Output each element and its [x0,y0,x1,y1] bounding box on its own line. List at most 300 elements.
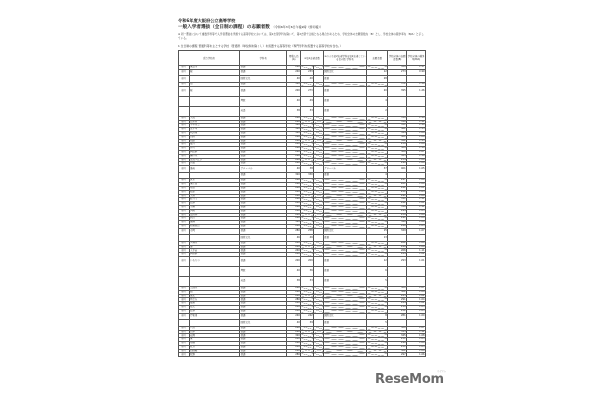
dept-cell: 普通 [240,86,287,96]
second-choice-dept-cell: 普通 [323,235,367,242]
gap-cell [314,86,323,96]
capacity-cell: 320 [287,131,301,135]
dept-cell: 普通 [240,190,287,194]
school-name-cell: 北千里 [189,128,240,132]
school-name-cell [189,277,240,287]
dept-cell: 普通 [240,313,287,320]
capacity-cell: 240 [287,69,301,76]
table-row [179,166,426,173]
school-name-cell [189,267,240,277]
dept-cell: 普通 [240,228,287,235]
second-choice-dept-cell: 普通 [323,320,367,327]
pref-cell: 府立 [179,209,190,213]
school-name-cell: 東淀川 [189,66,240,70]
total-applicants-cell [388,106,407,116]
capacity-cell: 46 [287,235,301,242]
gap-cell [314,96,323,106]
total-applicants-cell: 244 [388,302,407,306]
first-choice-cell: 33 [301,277,314,287]
document-note: ※ 同一選抜において複数学科等で入学者選抜を実施する高等学校においては、第1志望学科を除いて、第2志望で合格となる場合があるため、学校全体の志願者数を（B）とし、学校全体の競争率を（B/A）と示している。 [178,33,424,40]
dept-cell: 理数 [240,96,287,106]
school-name-cell: 岸和田 [189,313,240,320]
ratio-cell [407,76,426,83]
capacity-cell: 280 [287,179,301,183]
school-name-cell: 松原 [189,190,240,194]
total-applicants-cell: 251 [388,190,407,194]
second-choice-count-cell: 20 [367,86,388,96]
ratio-cell [407,96,426,106]
ratio-cell: 1.05 [407,309,426,313]
table-header-row [179,51,426,66]
table-row [179,257,426,267]
ratio-cell: 1.05 [407,306,426,310]
second-choice-count-cell: 5 [367,277,388,287]
school-name-cell [189,76,240,83]
school-name-cell: 泉北 [189,294,240,298]
capacity-cell: 320 [287,172,301,179]
document-title-sub: （令和6年3月6日午後2時（締切後）） [271,25,324,29]
school-name-cell: 登美丘 [189,298,240,302]
pref-cell: 府立 [179,298,190,302]
school-name-cell: 鳳 [189,290,240,294]
pref-cell: 府立 [179,205,190,209]
pref-cell: 府立 [179,334,190,338]
ratio-cell: 1.07 [407,287,426,291]
document-title-main: 一般入学者選抜（全日制の課程）の志願者数 [178,25,270,30]
table-row [179,106,426,116]
second-choice-count-cell: 15 [367,228,388,235]
ratio-cell: 1.05 [407,338,426,342]
pref-cell: 府立 [179,326,190,330]
total-applicants-cell: 302 [388,349,407,353]
dept-cell: 普通 [240,186,287,190]
pref-cell [179,96,190,106]
pref-cell [179,277,190,287]
pref-cell: 府立 [179,349,190,353]
dept-cell: 普通 [240,353,287,357]
capacity-cell: 240 [287,186,301,190]
second-choice-count-cell: 4 [367,172,388,179]
total-applicants-cell: 311 [388,198,407,202]
school-name-cell [189,320,240,327]
dept-cell: 普通 [240,69,287,76]
first-choice-cell: 38 [301,166,314,173]
second-choice-count-cell: 4 [367,96,388,106]
capacity-cell: 38 [287,106,301,116]
school-name-cell: 藤井寺 [189,198,240,202]
total-applicants-cell: 281 [388,313,407,320]
total-applicants-cell: 266 [388,249,407,253]
ratio-cell: 1.16 [407,154,426,158]
second-choice-count-cell: 13 [367,235,388,242]
school-name-cell: 四條畷 [189,349,240,353]
total-applicants-cell: 372 [388,82,407,86]
ratio-cell: 1.05 [407,209,426,213]
ratio-cell: 1.11 [407,205,426,209]
total-applicants-cell: 291 [388,217,407,221]
header-total-applicants: 学校全体の志願者数(B) [388,51,407,66]
table-body [179,66,426,357]
dept-cell: 普通 [240,131,287,135]
total-applicants-cell: 210 [388,306,407,310]
capacity-cell: 280 [287,353,301,357]
pref-cell: 府立 [179,221,190,225]
total-applicants-cell: 246 [388,224,407,228]
ratio-cell: 1.07 [407,150,426,154]
school-name-cell: 茨木西 [189,120,240,124]
ratio-cell: 1.09 [407,241,426,245]
school-name-cell: 花園 [189,334,240,338]
total-applicants-cell: 251 [388,345,407,349]
gap-cell [314,166,323,173]
capacity-cell: 320 [287,128,301,132]
applicants-table [178,50,426,357]
school-name-cell: 河南 [189,209,240,213]
ratio-cell: 1.05 [407,166,426,173]
logo-text: ReseMom [375,372,444,387]
total-applicants-cell: 300 [388,326,407,330]
dept-cell: 普通 [240,302,287,306]
total-applicants-cell: 301 [388,135,407,139]
dept-cell: 普通 [240,194,287,198]
second-choice-dept-cell: 普通 [323,267,367,277]
ratio-cell: 1.04 [407,194,426,198]
school-name-cell: 東 [189,338,240,342]
dept-cell: 普通 [240,338,287,342]
school-name-cell: 桜 [189,69,240,76]
pref-cell: 府立 [179,253,190,257]
total-applicants-cell: 252 [388,309,407,313]
ratio-cell: 1.17 [407,66,426,70]
dept-cell: 普通 [240,294,287,298]
gap-cell [314,267,323,277]
table-row [179,267,426,277]
header-second-choice-count: 志願者数 [367,51,388,66]
school-name-cell: 槻の木 [189,154,240,158]
pref-cell: 府立 [179,166,190,173]
ratio-cell: 1.04 [407,298,426,302]
ratio-cell: 1.01 [407,257,426,267]
capacity-cell: 320 [287,124,301,128]
first-choice-cell: 233 [301,69,314,76]
capacity-cell: 240 [287,245,301,249]
dept-cell: 英語 [240,106,287,116]
ratio-cell: 1.02 [407,253,426,257]
total-applicants-cell: 325 [388,154,407,158]
capacity-cell: 280 [287,209,301,213]
dept-cell: 国際文化 [240,235,287,242]
dept-cell: 普通 [240,217,287,221]
capacity-cell: 240 [287,313,301,320]
dept-cell: 普通 [240,66,287,70]
first-choice-cell: 39 [301,320,314,327]
dept-cell: 普通 [240,147,287,151]
dept-cell: 普通 [240,205,287,209]
total-applicants-cell: 294 [388,209,407,213]
school-name-cell: 福泉 [189,302,240,306]
dept-cell: 普通 [240,143,287,147]
ratio-cell: 1.08 [407,290,426,294]
capacity-cell: 40 [287,96,301,106]
header-first-choice: ①第1志望者数 [301,51,323,66]
dept-cell: 国際文化 [240,320,287,327]
total-applicants-cell: 349 [388,228,407,235]
ratio-cell: 1.11 [407,198,426,202]
total-applicants-cell: 258 [388,143,407,147]
school-name-cell: 信太 [189,306,240,310]
dept-cell: 普通 [240,224,287,228]
capacity-cell: 280 [287,205,301,209]
pref-cell: 府立 [179,139,190,143]
dept-cell: 普通 [240,128,287,132]
school-name-cell: 和泉総合 [189,224,240,228]
pref-cell: 府立 [179,147,190,151]
capacity-cell: 280 [287,194,301,198]
pref-cell: 府立 [179,213,190,217]
first-choice-cell: 209 [301,257,314,267]
ratio-cell: 1.01 [407,202,426,206]
pref-cell: 府立 [179,86,190,96]
school-name-cell: 狭山 [189,217,240,221]
first-choice-cell: 242 [301,313,314,320]
total-applicants-cell: 240 [388,245,407,249]
pref-cell: 府立 [179,287,190,291]
total-applicants-cell: 251 [388,338,407,342]
total-applicants-cell: 344 [388,131,407,135]
ratio-cell: 1.14 [407,116,426,120]
total-applicants-cell [388,320,407,327]
capacity-cell: 280 [287,349,301,353]
second-choice-count-cell: 6 [367,267,388,277]
ratio-cell: 1.03 [407,224,426,228]
second-choice-dept-cell: 国際文化 [323,313,367,320]
dept-cell: 普通 [240,253,287,257]
school-name-cell: 北摂つばさ [189,158,240,162]
school-name-cell: 阿武野 [189,150,240,154]
ratio-cell: 1.08 [407,143,426,147]
capacity-cell: 40 [287,267,301,277]
capacity-cell: 240 [287,224,301,228]
ratio-cell: 1.26 [407,86,426,96]
total-applicants-cell: 302 [388,290,407,294]
school-name-cell [189,106,240,116]
second-choice-count-cell: 28 [367,76,388,83]
gap-cell [314,69,323,76]
ratio-cell: 0.99 [407,69,426,76]
ratio-cell [407,267,426,277]
total-applicants-cell: 293 [388,257,407,267]
capacity-cell: 38 [287,277,301,287]
school-name-cell: 阿倍野 [189,253,240,257]
dept-cell: 普通 [240,298,287,302]
dept-cell: 普通 [240,221,287,225]
dept-cell: 普通 [240,150,287,154]
school-name-cell: 福井 [189,143,240,147]
capacity-cell: 280 [287,66,301,70]
ratio-cell: 1.06 [407,179,426,183]
first-choice-cell: 40 [301,76,314,83]
dept-cell: 普通 [240,249,287,253]
dept-cell: 普通 [240,82,287,86]
document-page [178,18,426,357]
pref-cell: 府立 [179,186,190,190]
total-applicants-cell: 291 [388,298,407,302]
dept-cell: グローバル [240,166,287,173]
pref-cell: 府立 [179,66,190,70]
dept-cell: 普通 [240,116,287,120]
pref-cell: 府立 [179,330,190,334]
total-applicants-cell [388,76,407,83]
second-choice-dept-cell: 国際文化 [323,69,367,76]
header-capacity: 募集人員(A) [287,51,301,66]
ratio-cell: 1.01 [407,186,426,190]
ratio-cell: 1.04 [407,162,426,166]
document-title-line1: 令和6年度大阪府公立高等学校 [178,18,236,23]
pref-cell: 府立 [179,198,190,202]
capacity-cell: 280 [287,330,301,334]
pref-cell: 府立 [179,150,190,154]
capacity-cell: 40 [287,320,301,327]
table-row [179,320,426,327]
dept-cell: 普通 [240,198,287,202]
ratio-cell [407,106,426,116]
school-name-cell: 港南 [189,166,240,173]
school-name-cell [189,235,240,242]
total-applicants-cell: 273 [388,69,407,76]
ratio-cell: 1.00 [407,313,426,320]
gap-cell [314,277,323,287]
table-row [179,96,426,106]
total-applicants-cell: 300 [388,150,407,154]
second-choice-count-cell: 5 [367,320,388,327]
total-applicants-cell: 262 [388,241,407,245]
capacity-cell: 280 [287,135,301,139]
school-name-cell: 山本 [189,330,240,334]
second-choice-count-cell [367,353,388,357]
capacity-cell: 240 [287,241,301,245]
total-applicants-cell: 244 [388,253,407,257]
school-name-cell: 汎愛 [189,179,240,183]
ratio-cell: 1.15 [407,139,426,143]
school-name-cell: 金剛 [189,205,240,209]
capacity-cell: 240 [287,143,301,147]
capacity-cell: 240 [287,158,301,162]
dept-cell: 普通 [240,334,287,338]
second-choice-dept-cell: 普通 [323,86,367,96]
total-applicants-cell: 242 [388,186,407,190]
ratio-cell: 1.04 [407,342,426,346]
dept-cell: 普通 [240,158,287,162]
pref-cell: 府立 [179,183,190,187]
pref-cell: 府立 [179,69,190,76]
capacity-cell: 240 [287,302,301,306]
second-choice-count-cell: 8 [367,313,388,320]
first-choice-cell: 330 [301,172,314,179]
school-name-cell: 大塚 [189,194,240,198]
pref-cell: 府立 [179,345,190,349]
second-choice-dept-cell: 普通 [323,76,367,83]
pref-cell: 府立 [179,342,190,346]
pref-cell: 府立 [179,309,190,313]
dept-cell: 普通 [240,245,287,249]
first-choice-cell: 33 [301,106,314,116]
pref-cell: 府立 [179,82,190,86]
capacity-cell: 280 [287,298,301,302]
pref-cell: 府立 [179,294,190,298]
school-name-cell: 千里青雲 [189,124,240,128]
school-name-cell: 枚方 [189,345,240,349]
first-choice-cell: 46 [301,235,314,242]
school-name-cell: 港 [189,245,240,249]
school-name-cell: 泉陽 [189,221,240,225]
table-row [179,76,426,83]
capacity-cell: 200 [287,306,301,310]
capacity-cell: 240 [287,309,301,313]
gap-cell [314,320,323,327]
total-applicants-cell: 395 [388,86,407,96]
total-applicants-cell: 281 [388,183,407,187]
total-applicants-cell [388,96,407,106]
pref-cell: 府立 [179,257,190,267]
second-choice-dept-cell: グローバル [323,166,367,173]
pref-cell: 府立 [179,135,190,139]
second-choice-count-cell: 2 [367,106,388,116]
ratio-cell: 1.10 [407,124,426,128]
first-choice-cell: 49 [301,96,314,106]
second-choice-count-cell: 37 [367,166,388,173]
pref-cell: 府立 [179,228,190,235]
ratio-cell: 1.06 [407,221,426,225]
school-name-cell: 山田 [189,135,240,139]
capacity-cell: 240 [287,294,301,298]
ratio-cell: 1.05 [407,190,426,194]
ratio-cell: 1.16 [407,82,426,86]
ratio-cell: 1.06 [407,353,426,357]
capacity-cell: 280 [287,120,301,124]
gap-cell [314,257,323,267]
resemom-logo [375,372,444,387]
capacity-cell: 240 [287,338,301,342]
school-name-cell: 布忍 [189,186,240,190]
gap-cell [314,353,323,357]
capacity-cell: 280 [287,162,301,166]
dept-cell: 普通 [240,124,287,128]
pref-cell: 府立 [179,194,190,198]
total-applicants-cell: 401 [388,166,407,173]
pref-cell: 府立 [179,338,190,342]
first-choice-cell [301,353,314,357]
ratio-cell: 1.08 [407,135,426,139]
capacity-cell: 240 [287,253,301,257]
gap-cell [314,228,323,235]
ratio-cell: 1.08 [407,349,426,353]
dept-cell: 普通 [240,306,287,310]
ratio-cell: 1.07 [407,228,426,235]
pref-cell: 府立 [179,353,190,357]
pref-cell: 府立 [179,162,190,166]
gap-cell [314,106,323,116]
school-name-cell: 大冠 [189,116,240,120]
dept-cell: 普通 [240,209,287,213]
capacity-cell: 280 [287,116,301,120]
ratio-cell [407,172,426,179]
header-second-choice-dept: ①のうち第2志望学科を第2志望している者の数 学科名 [323,51,367,66]
capacity-cell: 320 [287,334,301,338]
second-choice-dept-cell: 普通 [323,96,367,106]
total-applicants-cell: 258 [388,213,407,217]
total-applicants-cell: 297 [388,179,407,183]
capacity-cell: 200 [287,86,301,96]
